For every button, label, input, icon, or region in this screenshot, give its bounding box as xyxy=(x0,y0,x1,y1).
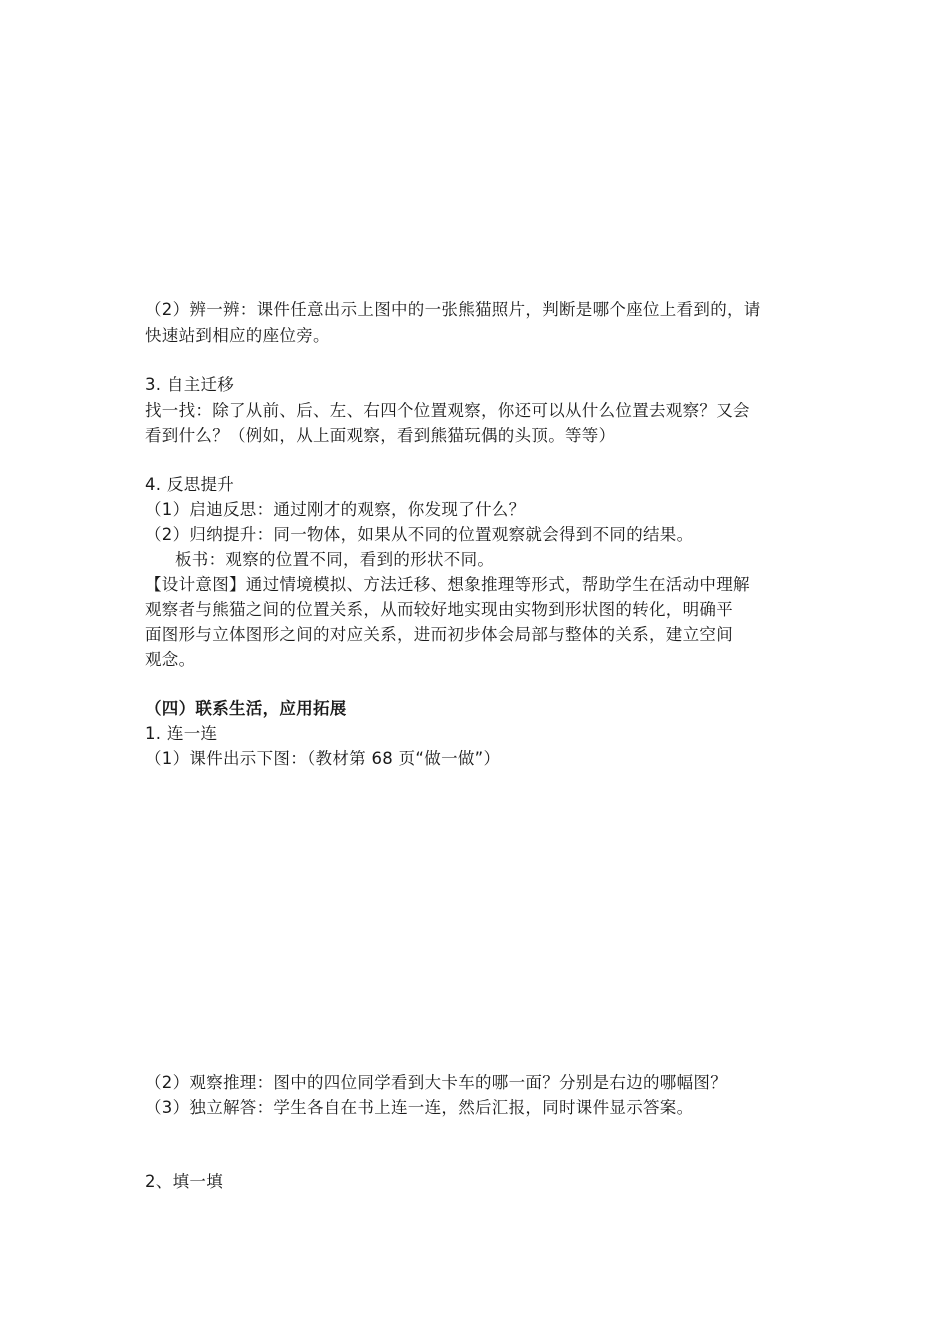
section-heading: 3. 自主迁移 xyxy=(145,375,235,394)
design-intent: 【设计意图】通过情境模拟、方法迁移、想象推理等形式，帮助学生在活动中理解 xyxy=(145,575,750,594)
text-line: （1）启迪反思：通过刚才的观察，你发现了什么？ xyxy=(145,500,526,519)
part-heading: （四）联系生活，应用拓展 xyxy=(145,699,347,718)
section-heading: 2、填一填 xyxy=(145,1172,223,1191)
text-line: 看到什么？（例如，从上面观察，看到熊猫玩偶的头顶。等等） xyxy=(145,426,616,445)
text-line: （1）课件出示下图：（教材第 68 页“做一做”） xyxy=(145,749,501,768)
text-line: （3）独立解答：学生各自在书上连一连，然后汇报，同时课件显示答案。 xyxy=(145,1098,694,1117)
text-line: （2）辨一辨：课件任意出示上图中的一张熊猫照片，判断是哪个座位上看到的，请 xyxy=(145,300,761,319)
text-line: 快速站到相应的座位旁。 xyxy=(145,326,330,345)
section-heading: 1. 连一连 xyxy=(145,724,218,743)
section-heading: 4. 反思提升 xyxy=(145,475,235,494)
text-line: 观念。 xyxy=(145,650,196,669)
text-line: 面图形与立体图形之间的对应关系，进而初步体会局部与整体的关系，建立空间 xyxy=(145,625,733,644)
text-line: （2）归纳提升：同一物体，如果从不同的位置观察就会得到不同的结果。 xyxy=(145,525,694,544)
board-note: 板书：观察的位置不同，看到的形状不同。 xyxy=(175,550,495,569)
text-line: 找一找：除了从前、后、左、右四个位置观察，你还可以从什么位置去观察？又会 xyxy=(145,401,750,420)
text-line: 观察者与熊猫之间的位置关系，从而较好地实现由实物到形状图的转化，明确平 xyxy=(145,600,733,619)
text-line: （2）观察推理：图中的四位同学看到大卡车的哪一面？分别是右边的哪幅图？ xyxy=(145,1073,727,1092)
